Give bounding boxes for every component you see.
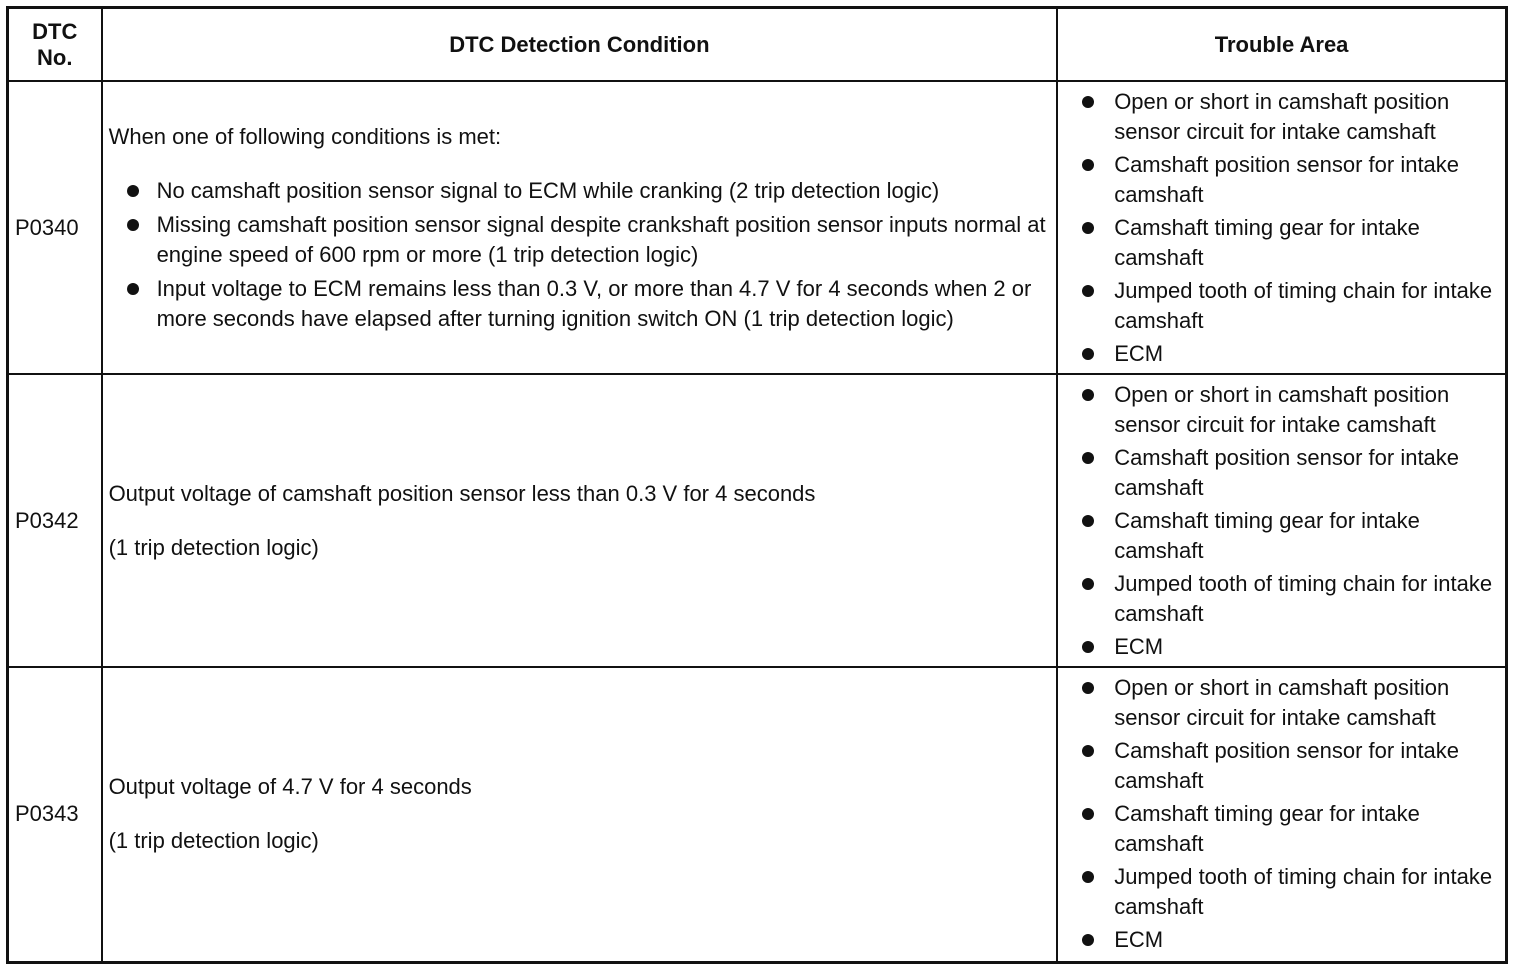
table-row	[8, 667, 1507, 962]
list-item	[1060, 799, 1501, 859]
list-item	[1060, 150, 1501, 210]
bullet-icon	[1082, 96, 1094, 108]
header-row	[8, 8, 1507, 82]
header-dtc-no-line1: DTC	[32, 18, 78, 44]
condition-note: (1 trip detection logic)	[108, 534, 319, 560]
bullet-icon	[1082, 578, 1094, 590]
list-item	[1060, 925, 1501, 955]
trouble-area-cell	[1057, 81, 1506, 374]
condition-list	[109, 176, 1049, 334]
list-item	[1060, 736, 1501, 796]
trouble-area-text: Camshaft position sensor for intake camshaft	[1114, 738, 1460, 794]
list-item	[109, 274, 1049, 334]
trouble-area-text: Jumped tooth of timing chain for intake camshaft	[1114, 864, 1493, 920]
trouble-area-text: Jumped tooth of timing chain for intake camshaft	[1114, 570, 1493, 626]
trouble-area-text: Camshaft timing gear for intake camshaft	[1114, 801, 1420, 857]
list-item	[1060, 862, 1501, 922]
list-item	[1060, 339, 1501, 369]
condition-intro: When one of following conditions is met:	[108, 123, 502, 149]
dtc-code-cell: P0343	[8, 667, 102, 962]
trouble-area-text: ECM	[1114, 633, 1164, 659]
list-item	[1060, 506, 1501, 566]
trouble-area-text: Open or short in camshaft position sensor circuit for intake camshaft	[1114, 381, 1450, 437]
bullet-icon	[1082, 348, 1094, 360]
list-item	[1060, 276, 1501, 336]
condition-text: No camshaft position sensor signal to ECM while cranking (2 trip detection logic)	[156, 177, 940, 203]
bullet-icon	[1082, 934, 1094, 946]
trouble-area-cell	[1057, 374, 1506, 667]
trouble-area-text: ECM	[1114, 340, 1164, 366]
bullet-icon	[1082, 285, 1094, 297]
bullet-icon	[127, 283, 139, 295]
detection-condition-cell	[102, 374, 1058, 667]
condition-note: (1 trip detection logic)	[108, 828, 319, 854]
bullet-icon	[1082, 159, 1094, 171]
header-dtc-no	[8, 8, 102, 82]
list-item	[1060, 569, 1501, 629]
condition-text: Output voltage of 4.7 V for 4 seconds	[108, 774, 472, 800]
list-item	[109, 210, 1049, 270]
bullet-icon	[1082, 452, 1094, 464]
bullet-icon	[127, 219, 139, 231]
bullet-icon	[1082, 222, 1094, 234]
header-dtc-no-line2: No.	[37, 44, 73, 70]
bullet-icon	[127, 185, 139, 197]
trouble-area-text: Camshaft timing gear for intake camshaft	[1114, 214, 1420, 270]
dtc-code-cell: P0340	[8, 81, 102, 374]
trouble-area-text: Jumped tooth of timing chain for intake camshaft	[1114, 277, 1493, 333]
header-detection-condition: DTC Detection Condition	[102, 8, 1058, 82]
list-item	[1060, 673, 1501, 733]
trouble-area-text: ECM	[1114, 927, 1164, 953]
trouble-area-list	[1060, 87, 1501, 369]
bullet-icon	[1082, 745, 1094, 757]
trouble-area-text: Open or short in camshaft position sensor circuit for intake camshaft	[1114, 675, 1450, 731]
trouble-area-list	[1060, 380, 1501, 662]
header-trouble-area: Trouble Area	[1057, 8, 1506, 82]
trouble-area-text: Camshaft timing gear for intake camshaft	[1114, 507, 1420, 563]
table-row	[8, 81, 1507, 374]
trouble-area-cell	[1057, 667, 1506, 962]
dtc-code-cell: P0342	[8, 374, 102, 667]
bullet-icon	[1082, 682, 1094, 694]
bullet-icon	[1082, 871, 1094, 883]
trouble-area-text: Open or short in camshaft position sensor circuit for intake camshaft	[1114, 88, 1450, 144]
condition-text: Output voltage of camshaft position sensor less than 0.3 V for 4 seconds	[108, 480, 816, 506]
bullet-icon	[1082, 808, 1094, 820]
trouble-area-text: Camshaft position sensor for intake camshaft	[1114, 444, 1460, 500]
condition-text: Input voltage to ECM remains less than 0.3 V, or more than 4.7 V for 4 seconds when 2 or more seconds have elapsed after turning ignition switch ON (1 trip detection logic)	[156, 275, 1032, 331]
table-header	[8, 8, 1507, 82]
list-item	[1060, 380, 1501, 440]
trouble-area-text: Camshaft position sensor for intake camshaft	[1114, 151, 1460, 207]
list-item	[1060, 443, 1501, 503]
list-item	[109, 176, 1049, 206]
dtc-table	[6, 6, 1508, 964]
bullet-icon	[1082, 641, 1094, 653]
list-item	[1060, 213, 1501, 273]
detection-condition-cell	[102, 81, 1058, 374]
bullet-icon	[1082, 515, 1094, 527]
list-item	[1060, 632, 1501, 662]
list-item	[1060, 87, 1501, 147]
condition-text: Missing camshaft position sensor signal despite crankshaft position sensor inputs normal at engine speed of 600 rpm or more (1 trip detection logic)	[156, 211, 1046, 267]
table-row	[8, 374, 1507, 667]
trouble-area-list	[1060, 673, 1501, 955]
bullet-icon	[1082, 389, 1094, 401]
detection-condition-cell	[102, 667, 1058, 962]
